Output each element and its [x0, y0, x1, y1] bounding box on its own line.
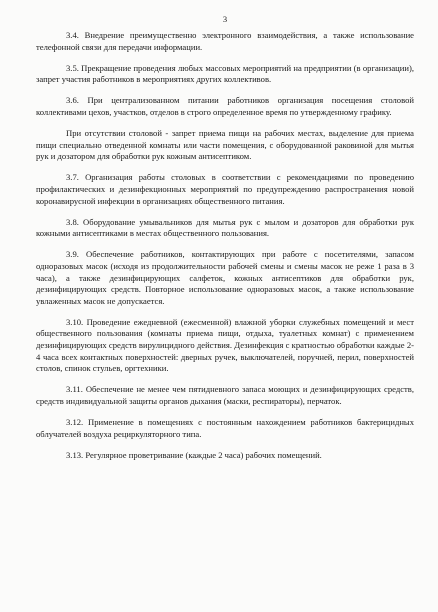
paragraph-3-4: 3.4. Внедрение преимущественно электронного взаимодействия, а также использование телефонной связи для передачи информации.	[36, 30, 414, 52]
paragraph-3-7: 3.7. Организация работы столовых в соответствии с рекомендациями по проведению профилактических и дезинфекционных мероприятий по предупреждению распространения новой коронавирусной инфекции в организациях общественного питания.	[36, 172, 414, 206]
paragraph-3-11: 3.11. Обеспечение не менее чем пятидневного запаса моющих и дезинфицирующих средств, средств индивидуальной защиты органов дыхания (маски, респираторы), перчаток.	[36, 384, 414, 406]
paragraph-3-5: 3.5. Прекращение проведения любых массовых мероприятий на предприятии (в организации), запрет участия работников в мероприятиях других коллективов.	[36, 62, 414, 85]
paragraph-3-12: 3.12. Применение в помещениях с постоянным нахождением работников бактерицидных облучателей воздуха рециркуляторного типа.	[36, 416, 414, 439]
paragraph-3-13: 3.13. Регулярное проветривание (каждые 2 часа) рабочих помещений.	[66, 449, 322, 460]
page-number: 3	[222, 14, 228, 24]
paragraph-3-9: 3.9. Обеспечение работников, контактирующих при работе с посетителями, запасом одноразовых масок (исходя из продолжительности рабочей смены и смены масок не реже 1 раза в 3 часа), а также дезинфицирующих салфеток, кожных антисептиков для обработки рук, дезинфицирующих средств. Повторное использование одноразовых масок, а также использование увлаженных масок не допускается.	[36, 249, 414, 306]
paragraph-3-8: 3.8. Оборудование умывальников для мытья рук с мылом и дозаторов для обработки рук кожными антисептиками в местах общественного пользования.	[36, 216, 414, 239]
paragraph-3-10: 3.10. Проведение ежедневной (ежесменной) влажной уборки служебных помещений и мест общественного пользования (комнаты приема пищи, отдыха, туалетных комнат) с применением дезинфицирующих средств вирулицидного действия. Дезинфекция с кратностью обработки каждые 2-4 часа всех контактных поверхностей: дверных ручек, выключателей, поручней, перил, поверхностей столов, спинок стульев, оргтехники.	[36, 316, 414, 374]
paragraph-3-6-cont: При отсутствии столовой - запрет приема пищи на рабочих местах, выделение для приема пищи специально отведенной комнаты или части помещения, с оборудованной раковиной для мытья рук и дозатором для обработки рук кожным антисептиком.	[36, 128, 414, 162]
paragraph-3-6: 3.6. При централизованном питании работников организация посещения столовой коллективами цехов, участков, отделов в строго определенное время по утвержденному графику.	[36, 95, 414, 117]
